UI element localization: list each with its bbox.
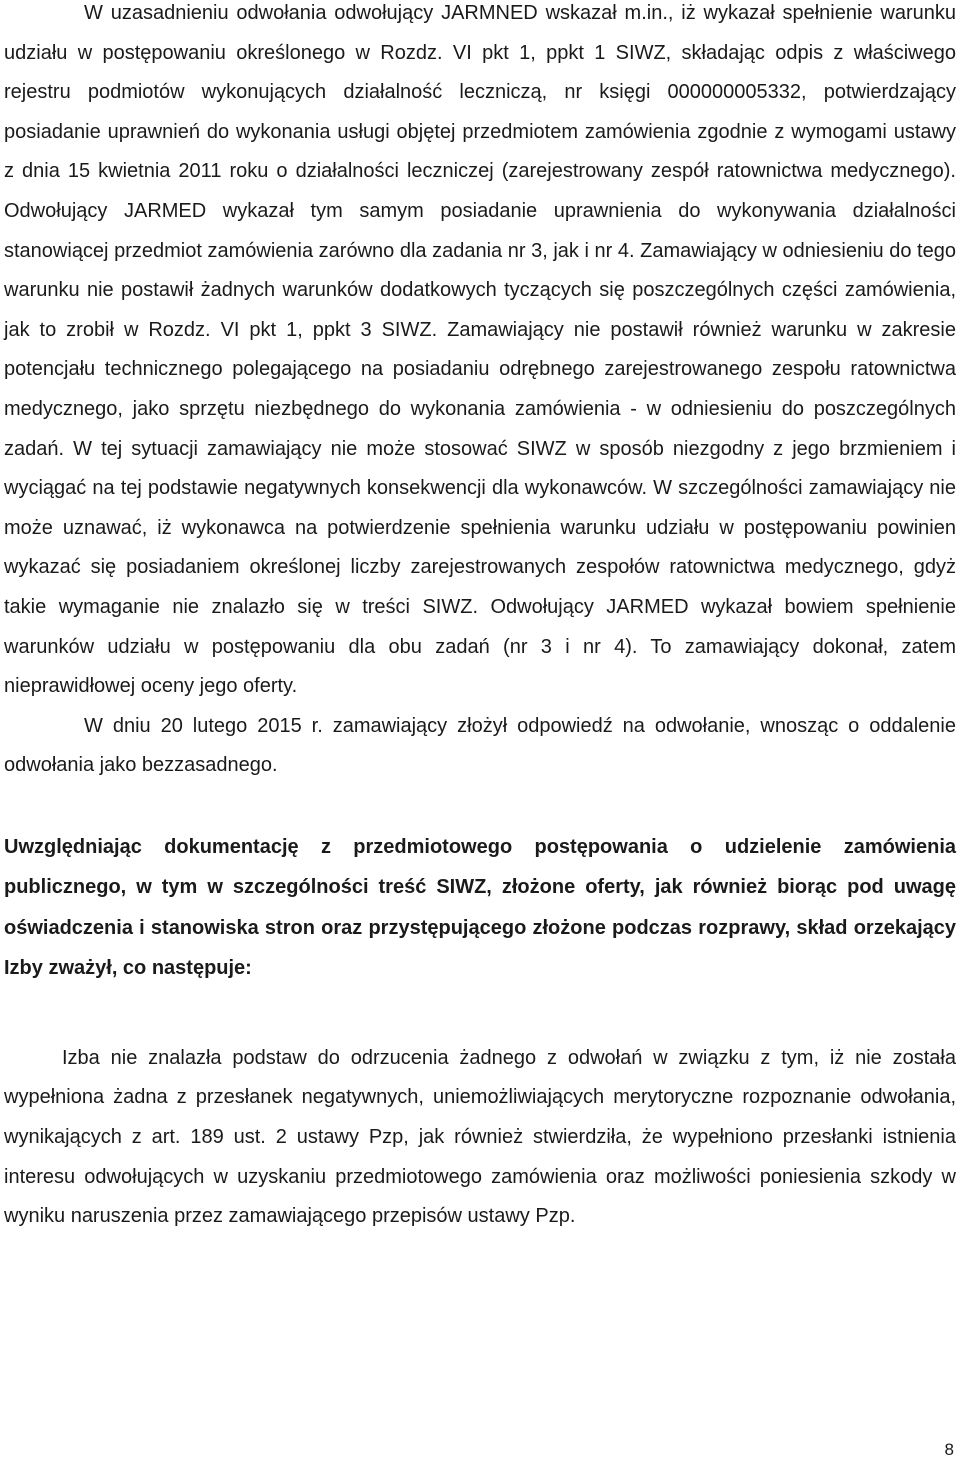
page-number: 8 xyxy=(944,1440,954,1459)
paragraph-chamber-considerations: Uwzględniając dokumentację z przedmiotowego postępowania o udzielenie zamówienia publicznego, w tym w szczególności treść SIWZ, złożone oferty, jak również biorąc pod uwagę oświadczenia i stanowiska stron oraz przystępującego złożone podczas rozprawy, skład orzekający Izby zważył, co następuje: xyxy=(4,835,956,980)
paragraph-appeal-justification: W uzasadnieniu odwołania odwołujący JARMNED wskazał m.in., iż wykazał spełnienie warunku udziału w postępowaniu określonego w Rozdz. VI pkt 1, ppkt 1 SIWZ, składając odpis z właściwego rejestru podmiotów wykonujących działalność leczniczą, nr księgi 000000005332, potwierdzający posiadanie uprawnień do wykonania usługi objętej przedmiotem zamówienia zgodnie z wymogami ustawy z dnia 15 kwietnia 2011 roku o działalności leczniczej (zarejestrowany zespół ratownictwa medycznego). Odwołujący JARMED wykazał tym samym posiadanie uprawnienia do wykonywania działalności stanowiącej przedmiot zamówienia zarówno dla zadania nr 3, jak i nr 4. Zamawiający w odniesieniu do tego warunku nie postawił żadnych warunków dodatkowych tyczących się poszczególnych części zamówienia, jak to zrobił w Rozdz. VI pkt 1, ppkt 3 SIWZ. Zamawiający nie postawił również warunku w zakresie potencjału technicznego polegającego na posiadaniu odrębnego zarejestrowanego zespołu ratownictwa medycznego, jako sprzętu niezbędnego do wykonania zamówienia - w odniesieniu do poszczególnych zadań. W tej sytuacji zamawiający nie może stosować SIWZ w sposób niezgodny z jego brzmieniem i wyciągać na tej podstawie negatywnych konsekwencji dla wykonawców. W szczególności zamawiający nie może uznawać, iż wykonawca na potwierdzenie spełnienia warunku udziału w postępowaniu powinien wykazać się posiadaniem określonej liczby zarejestrowanych zespołów ratownictwa medycznego, gdyż takie wymaganie nie znalazło się w treści SIWZ. Odwołujący JARMED wykazał bowiem spełnienie warunków udziału w postępowaniu dla obu zadań (nr 3 i nr 4). To zamawiający dokonał, zatem nieprawidłowej oceny jego oferty. xyxy=(4,2,956,698)
paragraph-chamber-findings: Izba nie znalazła podstaw do odrzucenia żadnego z odwołań w związku z tym, iż nie została wypełniona żadna z przesłanek negatywnych, uniemożliwiających merytoryczne rozpoznanie odwołania, wynikających z art. 189 ust. 2 ustawy Pzp, jak również stwierdziła, że wypełniono przesłanki istnienia interesu odwołujących w uzyskaniu przedmiotowego zamówienia oraz możliwości poniesienia szkody w wyniku naruszenia przez zamawiającego przepisów ustawy Pzp. xyxy=(4,1046,956,1228)
paragraph-response-to-appeal: W dniu 20 lutego 2015 r. zamawiający złożył odpowiedź na odwołanie, wnosząc o oddalenie odwołania jako bezzasadnego. xyxy=(4,714,956,777)
document-page xyxy=(4,0,956,1237)
